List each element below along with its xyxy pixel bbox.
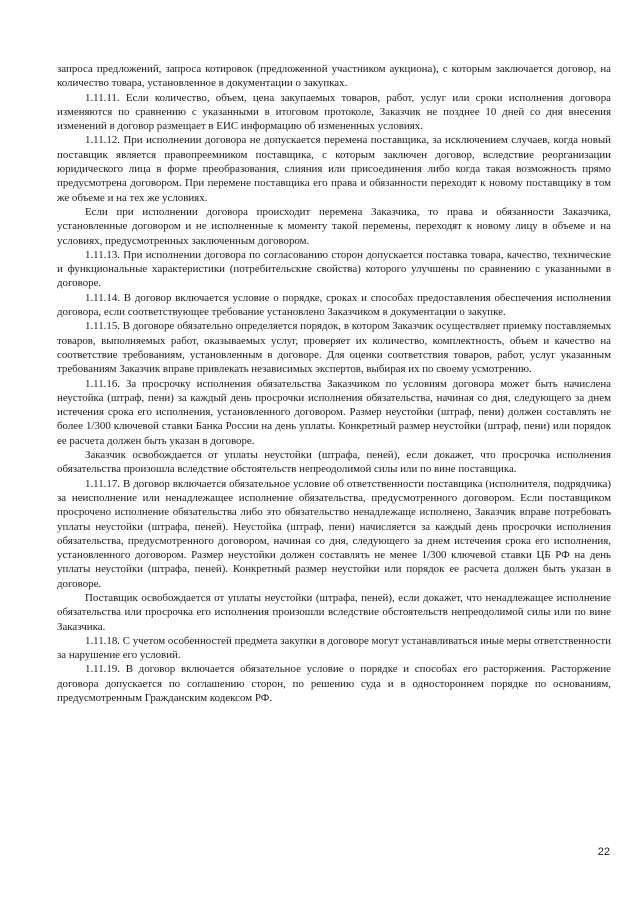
paragraph-continuation: запроса предложений, запроса котировок (предложенной участником аукциона), с которым заключается договор, на количество товара, установленное в документации о закупках. (57, 63, 611, 90)
paragraph-1-11-12: 1.11.12. При исполнении договора не допускается перемена поставщика, за исключением случаев, когда новый поставщик является правопреемником поставщика, с которым заключен договор, вследствие реорганизации юридического лица в форме преобразования, слияния или присоединения либо когда такая возможность прямо предусмотрена договором. При перемене поставщика его права и обязанности переходят к новому поставщику в том же объеме и на тех же условиях. (57, 134, 611, 204)
paragraph-1-11-11: 1.11.11. Если количество, объем, цена закупаемых товаров, работ, услуг или сроки исполнения договора изменяются по сравнению с указанными в итоговом протоколе, Заказчик не позднее 10 дней со дня внесения изменений в договор размещает в ЕИС информацию об измененных условиях. (57, 91, 611, 133)
paragraph-supplier-exemption: Поставщик освобождается от уплаты неустойки (штрафа, пеней), если докажет, что ненадлежащее исполнение обязательства или просрочка его исполнения произошли вследствие обстоятельств непреодолимой силы или по вине Заказчика. (57, 591, 611, 633)
paragraph-1-11-15: 1.11.15. В договоре обязательно определяется порядок, в котором Заказчик осуществляет приемку поставляемых товаров, выполняемых работ, оказываемых услуг, проверяет их количество, комплектность, объем и качество на соответствие требованиям, установленным в договоре. Для оценки соответствия товаров, работ, услуг указанным требованиям Заказчик вправе привлекать независимых экспертов, выбирая их по своему усмотрению. (57, 320, 611, 376)
paragraph-1-11-18: 1.11.18. С учетом особенностей предмета закупки в договоре могут устанавливаться иные меры ответственности за нарушение его условий. (57, 634, 611, 662)
page-number: 22 (597, 846, 610, 858)
paragraph-1-11-16: 1.11.16. За просрочку исполнения обязательства Заказчиком по условиям договора может быть начислена неустойка (штраф, пени) за каждый день просрочки исполнения обязательства, начиная со дня, следующего за днем истечения срока его исполнения, установленного договором. Размер неустойки (штраф, пени) должен составлять не более 1/300 ключевой ставки Банка России на день уплаты. Конкретный размер неустойки (штраф, пени) или порядок ее расчета должен быть указан в договоре. (57, 377, 611, 447)
paragraph-1-11-19: 1.11.19. В договор включается обязательное условие о порядке и способах его расторжения. Расторжение договора допускается по соглашению сторон, по решению суда и в одностороннем порядке по основаниям, предусмотренным Гражданским кодексом РФ. (57, 663, 611, 705)
paragraph-1-11-17: 1.11.17. В договор включается обязательное условие об ответственности поставщика (исполнителя, подрядчика) за неисполнение или ненадлежащее исполнение обязательства, предусмотренного договором. Если поставщиком просрочено исполнение обязательства либо это обязательство ненадлежаще исполнено, Заказчик вправе потребовать уплаты неустойки (штрафа, пеней). Неустойка (штраф, пени) начисляется за каждый день просрочки исполнения обязательства, предусмотренного договором, начиная со дня, следующего за днем истечения срока его исполнения, установленного договором. Размер неустойки должен составлять не менее 1/300 ключевой ставки ЦБ РФ на день уплаты неустойки (штрафа, пеней). Конкретный размер неустойки или порядок ее расчета должен быть указан в договоре. (57, 477, 611, 590)
paragraph-customer-change: Если при исполнении договора происходит перемена Заказчика, то права и обязанности Заказчика, установленные договором и не исполненные к моменту такой перемены, переходят к новому лицу в объеме и на условиях, предусмотренных заключенным договором. (57, 205, 611, 247)
paragraph-customer-exemption: Заказчик освобождается от уплаты неустойки (штрафа, пеней), если докажет, что просрочка исполнения обязательства произошла вследствие обстоятельств непреодолимой силы или по вине поставщика. (57, 449, 611, 476)
paragraph-1-11-13: 1.11.13. При исполнении договора по согласованию сторон допускается поставка товара, качество, технические и функциональные характеристики (потребительские свойства) которого улучшены по сравнению с указанными в договоре. (57, 248, 611, 290)
paragraph-1-11-14: 1.11.14. В договор включается условие о порядке, сроках и способах предоставления обеспечения исполнения договора, если соответствующее требование установлено Заказчиком в документации о закупке. (57, 291, 611, 319)
document-body (57, 62, 611, 705)
